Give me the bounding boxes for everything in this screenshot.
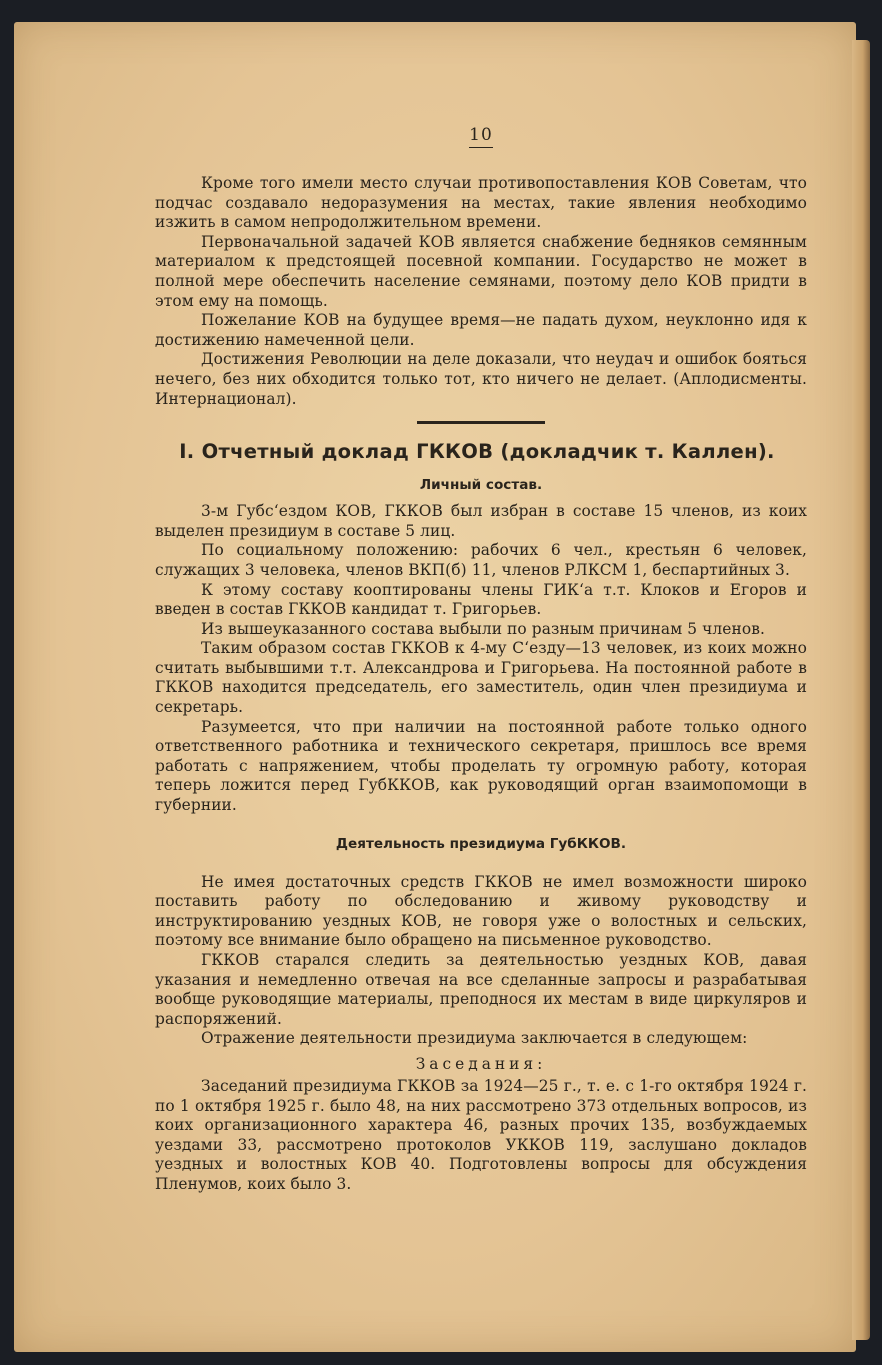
page-number: 10 [155,125,807,148]
personnel-paragraph: Таким образом состав ГККОВ к 4-му С‘езду—13 человек, из коих можно считать выбывшими т.т. Александрова и Григорьева. На постоянной работе в ГККОВ находится председатель, его заместитель, один член президиума и секретарь. [155,639,807,717]
intro-paragraph: Достижения Революции на деле доказали, что неудач и ошибок бояться нечего, без них обходится только тот, кто ничего не делает. (Аплодисменты. Интернационал). [155,350,807,408]
activity-paragraph: Отражение деятельности президиума заключается в следующем: [201,1029,748,1048]
intro-paragraph: Пожелание КОВ на будущее время—не падать духом, неуклонно идя к достижению намеченной цели. [155,311,807,349]
meetings-paragraph: Заседаний президиума ГККОВ за 1924—25 г., т. е. с 1-го октября 1924 г. по 1 октября 1925 г. было 48, на них рассмотрено 373 отдельных вопросов, из коих организационного характера 46, разных прочих 135, возбуждаемых уездами 33, рассмотрено протоколов УККОВ 119, заслушано докладов уездных и волостных КОВ 40. Подготовлены вопросы для обсуждения Пленумов, коих было 3. [155,1076,807,1193]
subsection-heading-activity: Деятельность президиума ГубККОВ. [335,835,627,852]
intro-paragraph: Кроме того имели место случаи противопоставления КОВ Советам, что подчас создавало недоразумения на местах, такие явления необходимо изжить в самом непродолжительном времени. [155,174,807,232]
personnel-paragraph: Из вышеуказанного состава выбыли по разным причинам 5 членов. [201,619,765,638]
meetings-heading: Заседания: [415,1054,547,1073]
section-divider [417,421,545,424]
intro-paragraph: Первоначальной задачей КОВ является снабжение бедняков семянным материалом к предстоящей посевной компании. Государство не может в полной мере обеспечить население семянами, поэтому дело КОВ придти в этом ему на помощь. [155,232,807,310]
personnel-paragraph: По социальному положению: рабочих 6 чел., крестьян 6 человек, служащих 3 человека, членов ВКП(б) 11, членов РЛКСМ 1, беспартийных 3. [155,541,807,579]
page-content [155,125,807,1195]
personnel-paragraph: Разумеется, что при наличии на постоянной работе только одного ответственного работника и технического секретаря, пришлось все время работать с напряжением, чтобы проделать ту огромную работу, которая теперь ложится перед ГубККОВ, как руководящий орган взаимопомощи в губернии. [155,717,807,815]
personnel-paragraph: К этому составу кооптированы члены ГИК‘а т.т. Клоков и Егоров и введен в состав ГККОВ кандидат т. Григорьев. [155,580,807,619]
subsection-heading-personnel: Личный состав. [419,477,543,494]
activity-paragraph: ГККОВ старался следить за деятельностью уездных КОВ, давая указания и немедленно отвечая на все сделанные запросы и разрабатывая вообще руководящие материалы, преподнося их местам в виде циркуляров и распоряжений. [155,951,807,1028]
section-title: I. Отчетный доклад ГККОВ (докладчик т. Каллен). [179,440,775,464]
page-edge [852,40,870,1340]
activity-paragraph: Не имея достаточных средств ГККОВ не имел возможности широко поставить работу по обследованию и живому руководству и инструктированию уездных КОВ, не говоря уже о волостных и сельских, поэтому все внимание было обращено на письменное руководство. [155,872,807,950]
personnel-paragraph: 3-м Губс‘ездом КОВ, ГККОВ был избран в составе 15 членов, из коих выделен президиум в составе 5 лиц. [155,502,807,540]
